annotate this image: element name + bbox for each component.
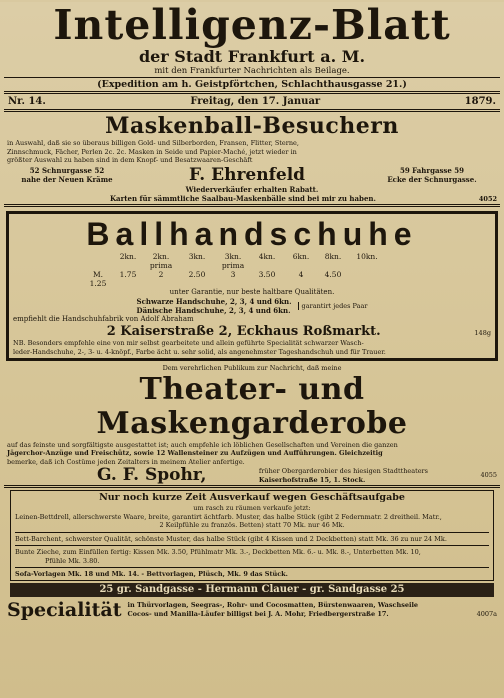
ad-theater-note1: früher Obergarderobier des hiesigen Stadttheaters <box>258 467 429 475</box>
price-head-cell <box>384 252 418 270</box>
price-table-values <box>13 270 491 288</box>
ad-theater-name: G. F. Spohr, <box>97 465 207 485</box>
ad-specialitaet <box>4 599 500 621</box>
newspaper-page <box>0 2 504 698</box>
issue-number: Nr. 14. <box>8 96 46 107</box>
price-head-cell: 6kn. <box>292 252 310 261</box>
ad-theater-note2: Kaiserhofstraße 15, 1. Stock. <box>258 475 366 484</box>
price-head-cell: 2kn. prima <box>149 252 173 270</box>
ad-ausverkauf <box>10 490 494 581</box>
ad-ballhandschuhe-garantirt: garantirt jedes Paar <box>298 302 368 311</box>
ad-ausverkauf-l1: Leinen-Bettdrell, allerschwerste Waare, breite, garantirt ächtfarb. Muster, das halbe Stück (gibt 2 Federnmatr. 2 dreitheil. Matr., <box>15 512 442 521</box>
ad-theater-line2: Jägerchor-Anzüge und Freischütz, sowie 12 Wallensteiner zu Aufzügen und Aufführungen. Gleichzeitig <box>7 449 383 457</box>
price-value-cell: 1.75 <box>119 270 137 279</box>
price-value-cell: 4 <box>298 270 304 279</box>
ad-ausverkauf-l6: Sofa-Vorlagen Mk. 18 und Mk. 14. - Bettvorlagen, Plüsch, Mk. 9 das Stück. <box>15 570 288 578</box>
issue-year: 1879. <box>464 96 496 107</box>
ad-theater <box>4 364 500 485</box>
ad-specialitaet-line2: Cocos- und Manilla-Läufer billigst bei J. A. Mohr, Friedbergerstraße 17. <box>127 609 389 618</box>
price-head-cell: 3kn. prima <box>221 252 245 270</box>
price-head-cell: 2kn. <box>119 252 137 261</box>
ad-ballhandschuhe-empfiehlt: empfiehlt die Handschuhfabrik von Adolf Abraham <box>13 315 194 323</box>
issue-line <box>4 94 500 109</box>
ad-theater-code: 4055 <box>480 471 497 480</box>
masthead <box>4 2 500 112</box>
ad-theater-intro: Dem verehrlichen Publikum zur Nachricht, daß meine <box>162 364 342 372</box>
masthead-expedition: (Expedition am h. Geistpförtchen, Schlachthausgasse 21.) <box>97 79 407 90</box>
ad-ausverkauf-l5: Pfühle Mk. 3.80. <box>45 556 100 565</box>
price-table-header <box>13 252 491 270</box>
price-value-cell: 2.50 <box>188 270 206 279</box>
ad-maskenball-right-addr2: Ecke der Schnurgasse. <box>387 175 477 184</box>
ad-specialitaet-heading: Specialität <box>7 598 122 621</box>
ad-theater-line3: bemerke, daß ich Costüme jeden Zeitalters in meinem Atelier anfertige. <box>7 457 245 466</box>
price-value-cell: 3.50 <box>258 270 276 279</box>
ad-ballhandschuhe <box>6 211 498 361</box>
ad-ballhandschuhe-address: 2 Kaiserstraße 2, Eckhaus Roßmarkt. <box>106 324 381 339</box>
ad-maskenball-rabatt: Wiederverkäufer erhalten Rabatt. <box>185 184 319 194</box>
ad-ballhandschuhe-nb2: leder-Handschuhe, 2-, 3- u. 4-knöpf., Farbe ächt u. sehr solid, als angenehmster Tageshandschuh und für Trauer. <box>13 347 386 356</box>
price-value-cell <box>384 270 418 288</box>
price-value-cell: 3 <box>230 270 236 279</box>
masthead-title: Intelligenz-Blatt <box>53 1 451 49</box>
ad-ballhandschuhe-daenisch: Dänische Handschuhe, 2, 3, 4 und 6kn. <box>136 306 291 315</box>
ad-specialitaet-line1: in Thürvorlagen, Seegras-, Rohr- und Cocosmatten, Bürstenwaaren, Waschseile <box>127 601 419 609</box>
ad-maskenball-left-addr1: 52 Schnurgasse 52 <box>29 166 105 175</box>
price-head-cell: 10kn. <box>356 252 378 261</box>
masthead-subtitle-2: mit den Frankfurter Nachrichten als Beilage. <box>154 66 350 76</box>
ad-maskenball-line2: Zinnschmuck, Fächer, Perlen 2c. 2c. Masken in Seide und Papier-Maché, jetzt wieder in <box>7 147 297 156</box>
ad-maskenball-line3: größter Auswahl zu haben sind in dem Knopf- und Besatzwaaren-Geschäft <box>7 156 253 164</box>
ad-maskenball-karten: Karten für sämmtliche Saalbau-Maskenbälle sind bei mir zu haben. <box>109 193 376 203</box>
price-head-cell: 4kn. <box>258 252 276 261</box>
ad-ballhandschuhe-code: 148g <box>474 329 491 337</box>
ad-theater-line1: auf das feinste und sorgfältigste ausgestattet ist; auch empfehle ich löblichen Gesellschaften und Vereinen die ganzen <box>7 440 398 449</box>
price-value-cell: 2 <box>158 270 164 279</box>
price-head-cell: 8kn. <box>324 252 342 261</box>
price-value-cell <box>350 270 384 288</box>
price-value-cell: 4.50 <box>324 270 342 279</box>
ad-specialitaet-code: 4007a <box>476 609 497 618</box>
ad-ballhandschuhe-guarantee: unter Garantie, nur beste haltbare Qualitäten. <box>169 288 335 296</box>
ad-ausverkauf-heading: Nur noch kurze Zeit Ausverkauf wegen Geschäftsaufgabe <box>99 492 405 503</box>
ad-ballhandschuhe-heading: Ballhandschuhe <box>86 216 418 252</box>
masthead-subtitle: der Stadt Frankfurt a. M. <box>138 47 366 66</box>
ad-maskenball-name: F. Ehrenfeld <box>188 164 306 185</box>
ad-maskenball-right-addr1: 59 Fahrgasse 59 <box>399 166 465 175</box>
ad-maskenball <box>4 112 500 204</box>
ad-clauer-bar: 25 gr. Sandgasse - Hermann Clauer - gr. Sandgasse 25 <box>10 583 494 597</box>
ad-maskenball-left-addr2: nahe der Neuen Kräme <box>21 175 113 184</box>
ad-ausverkauf-l2: 2 Keilpfühle zu französ. Betten) statt 70 Mk. nur 46 Mk. <box>159 521 345 529</box>
price-head-cell: 3kn. <box>188 252 206 261</box>
ad-maskenball-code: 4052 <box>478 194 497 203</box>
ad-theater-heading: Theater- und Maskengarderobe <box>96 371 408 441</box>
ad-ballhandschuhe-nb1: NB. Besonders empfehle eine von mir selbst gearbeitete und allein geführte Specialität schwarzer Wasch- <box>13 339 364 347</box>
ad-ballhandschuhe-schwarz: Schwarze Handschuhe, 2, 3, 4 und 6kn. <box>136 297 292 306</box>
ad-ausverkauf-sub: um rasch zu räumen verkaufe jetzt: <box>193 504 311 512</box>
ad-maskenball-namerow <box>7 166 497 185</box>
price-value-cell: M. 1.25 <box>89 270 107 288</box>
issue-date: Freitag, den 17. Januar <box>190 96 321 107</box>
ad-ausverkauf-l4: Bunte Zieche, zum Einfüllen fertig: Kissen Mk. 3.50, Pfühlmatr Mk. 3.-, Deckbetten Mk. 6.- u. Mk. 8.-, Unterbetten Mk. 10, <box>15 548 421 556</box>
ad-maskenball-heading: Maskenball-Besuchern <box>105 113 399 139</box>
price-head-cell <box>86 252 110 270</box>
ad-ausverkauf-l3: Bett-Barchent, schwerster Qualität, schönste Muster, das halbe Stück (gibt 4 Kissen und 2 Deckbetten) statt Mk. 36 zu nur 24 Mk. <box>15 534 447 543</box>
ad-maskenball-line1: in Auswahl, daß sie so überaus billigen Gold- und Silberborden, Fransen, Flitter, Sterne, <box>7 139 299 147</box>
